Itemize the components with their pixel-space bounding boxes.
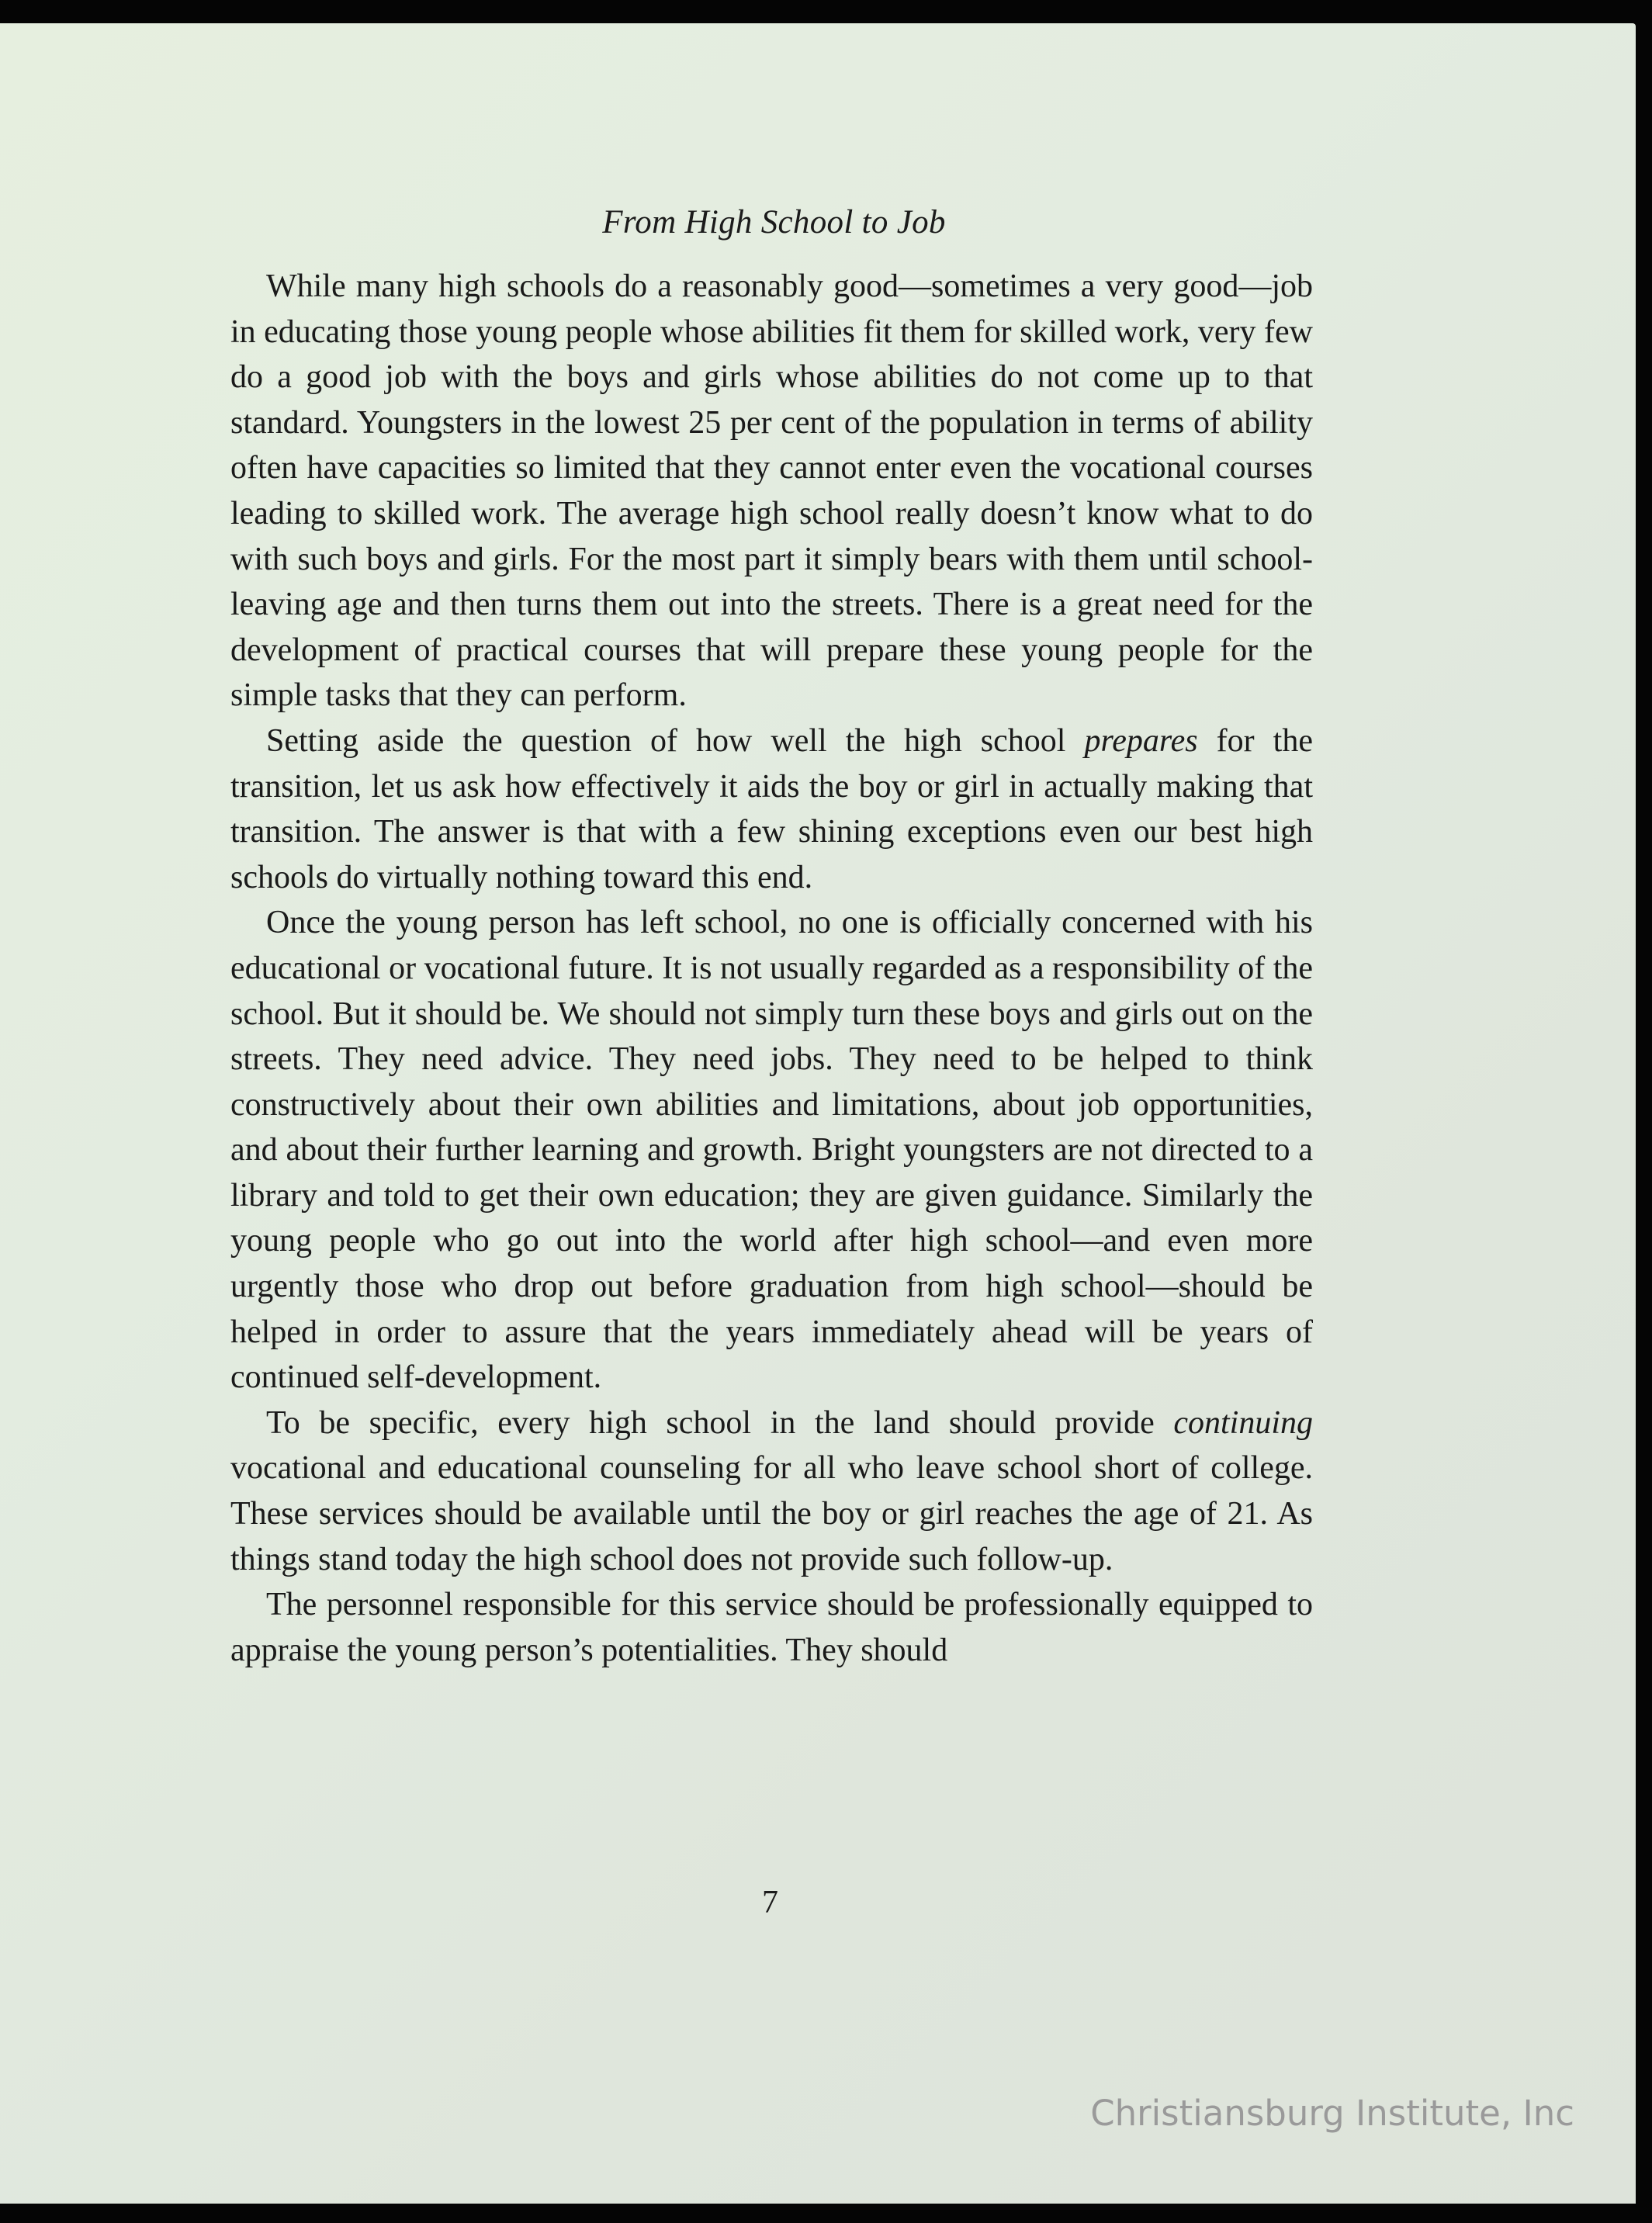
paragraph-4-emphasis: continuing	[1173, 1404, 1313, 1441]
paragraph-3: Once the young person has left school, no one is officially concerned with his educational or vocational future. It is not usually regarded as a responsibility of the school. But it should be. We should not simply turn these boys and girls out on the streets. They need advice. They need jobs. They need to be helped to think constructively about their own abilities and limitations, about job opportunities, and about their further learning and growth. Bright youngsters are not directed to a library and told to get their own education; they are given guidance. Similarly the young people who go out into the world after high school—and even more urgently those who drop out before graduation from high school—should be helped in order to assure that the years immediately ahead will be years of continued self-development.	[230, 905, 1313, 1396]
watermark: Christiansburg Institute, Inc	[1090, 2093, 1574, 2134]
paragraph-4	[230, 1401, 1313, 1582]
paragraph-2-before: Setting aside the question of how well the high school	[266, 722, 1085, 759]
paragraph-2-emphasis: prepares	[1084, 722, 1198, 759]
body-text	[230, 264, 1313, 1673]
scanned-page	[0, 23, 1636, 2204]
paragraph-5: The personnel responsible for this service should be professionally equipped to appraise the young person’s potentialities. They should	[230, 1587, 1313, 1668]
paragraph-2	[230, 718, 1313, 900]
paragraph-2-after: for the transition, let us ask how effectively it aids the boy or girl in actually making that transition. The answer is that with a few shining exceptions even our best high schools do virtually nothing toward this end.	[230, 722, 1313, 895]
running-head: From High School to Job	[602, 204, 946, 241]
paragraph-4-before: To be specific, every high school in the land should provide	[266, 1404, 1174, 1441]
paragraph-4-after: vocational and educational counseling for all who leave school short of college. These services should be available until the boy or girl reaches the age of 21. As things stand today the high school does not provide such follow-up.	[230, 1450, 1313, 1577]
page-number: 7	[762, 1885, 778, 1920]
paragraph-1: While many high schools do a reasonably good—sometimes a very good—job in educating those young people whose abilities fit them for skilled work, very few do a good job with the boys and girls whose abilities do not come up to that standard. Youngsters in the lowest 25 per cent of the population in terms of ability often have capacities so limited that they cannot enter even the vocational courses leading to skilled work. The average high school really doesn’t know what to do with such boys and girls. For the most part it simply bears with them until school-leaving age and then turns them out into the streets. There is a great need for the development of practical courses that will prepare these young people for the simple tasks that they can perform.	[230, 268, 1314, 714]
